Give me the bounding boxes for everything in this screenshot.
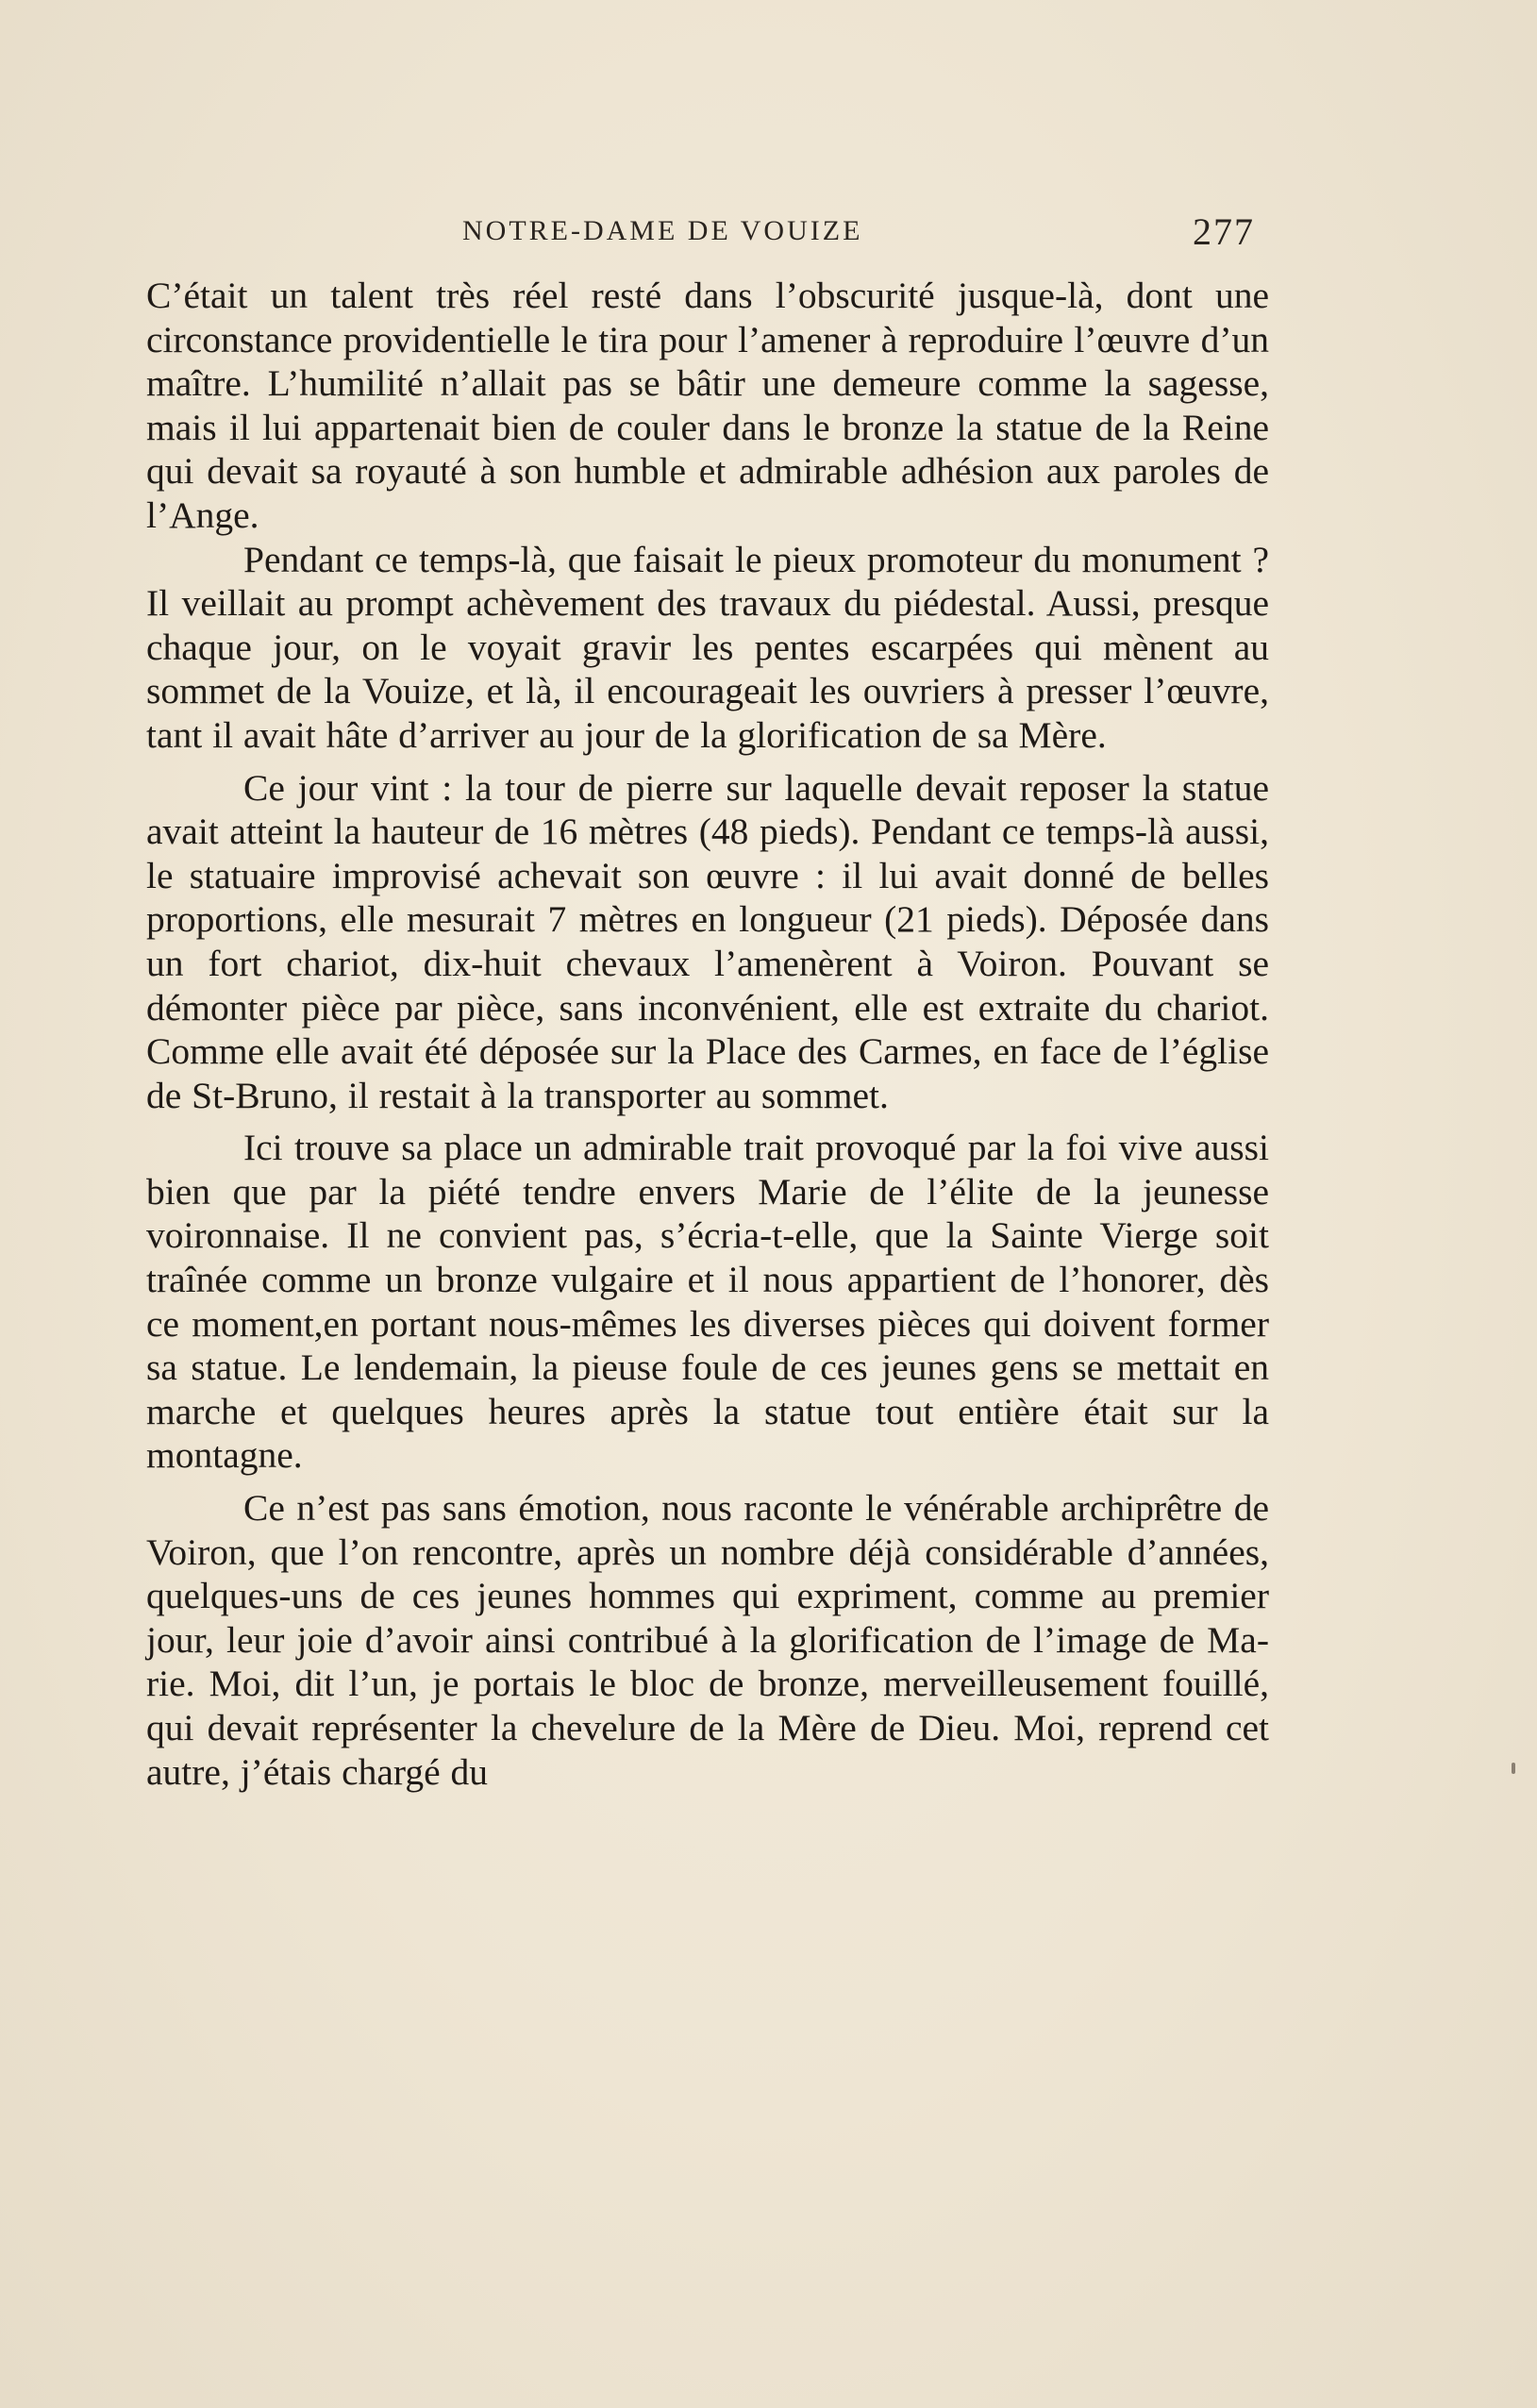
running-title: NOTRE-DAME DE VOUIZE [462,215,863,246]
paragraph: Pendant ce temps-là, que faisait le pieux promoteur du monument ? Il veillait au prompt achèvement des travaux du piédestal. Aussi, presque chaque jour, on le voyait gravir les pentes escarpées qui mènent au sommet de la Vouize, et là, il encourageait les ouvriers à presser l’œuvre, tant il avait hâte d’arriver au jour de la glorification de sa Mère. [146,538,1269,756]
paragraph: Ce n’est pas sans émotion, nous raconte le vénérable archiprêtre de Voiron, que l’on rencontre, après un nombre déjà considérable d’années, quelques-uns de ces jeunes hommes qui expriment, comme au premier jour, leur joie d’avoir ainsi contribué à la glorification de l’image de Marie. Moi, dit l’un, je portais le bloc de bronze, merveilleusement fouillé, qui devait représenter la chevelure de la Mère de Dieu. Moi, reprend cet autre, j’étais chargé du [146,1487,1269,1793]
page-header [462,209,1274,257]
page-number: 277 [1193,210,1255,253]
margin-speck [1512,1763,1515,1774]
body-text [146,274,1269,1794]
paragraph: Ici trouve sa place un admirable trait provoqué par la foi vive aussi bien que par la piété tendre envers Marie de l’élite de la jeunesse voironnaise. Il ne convient pas, s’écria-t-elle, que la Sainte Vierge soit traînée comme un bronze vulgaire et il nous appartient de l’honorer, dès ce moment,en portant nous-mêmes les diverses pièces qui doivent former sa statue. Le lendemain, la pieuse foule de ces jeunes gens se mettait en marche et quelques heures après la statue tout entière était sur la montagne. [146,1127,1269,1477]
paragraph: C’était un talent très réel resté dans l’obscurité jusque-là, dont une circonstance providentielle le tira pour l’amener à reproduire l’œuvre d’un maître. L’humilité n’allait pas se bâtir une demeure comme la sagesse, mais il lui appartenait bien de couler dans le bronze la statue de la Reine qui devait sa royauté à son humble et admirable adhésion aux paroles de l’Ange. [146,275,1269,536]
paragraph: Ce jour vint : la tour de pierre sur laquelle devait reposer la statue avait atteint la hauteur de 16 mètres (48 pieds). Pendant ce temps-là aussi, le statuaire improvisé achevait son œuvre : il lui avait donné de belles proportions, elle mesurait 7 mètres en longueur (21 pieds). Déposée dans un fort chariot, dix-huit chevaux l’amenèrent à Voiron. Pouvant se démonter pièce par pièce, sans inconvénient, elle est extraite du chariot. Comme elle avait été déposée sur la Place des Carmes, en face de l’église de St-Bruno, il restait à la transporter au sommet. [146,766,1269,1116]
